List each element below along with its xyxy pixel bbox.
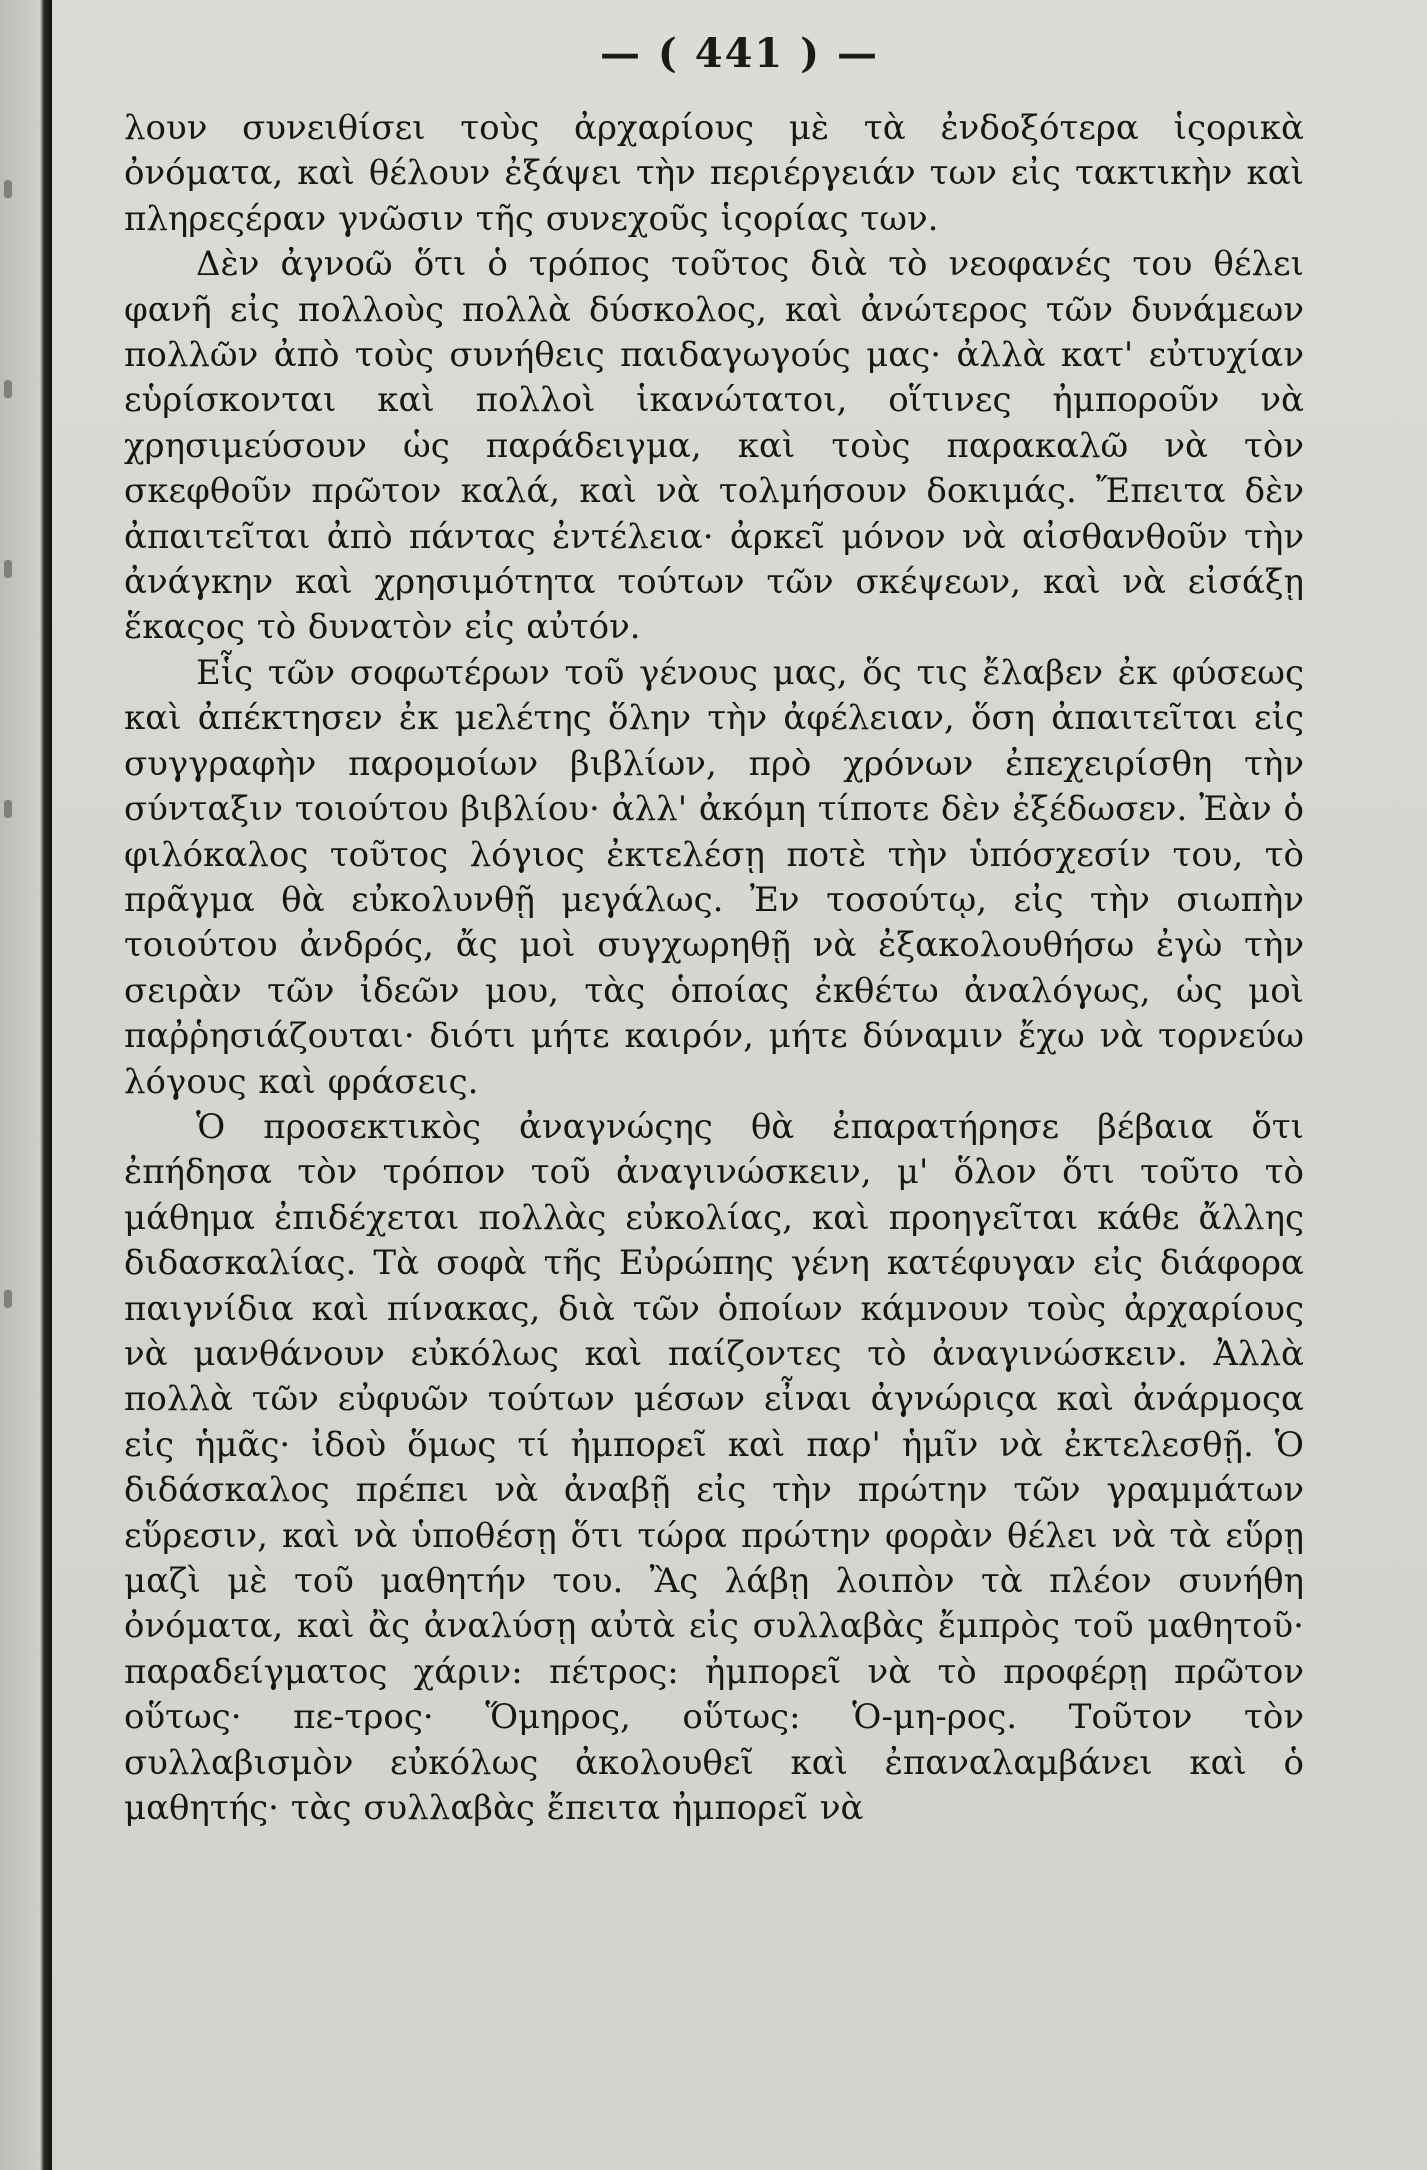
edge-mark — [4, 180, 12, 198]
page-body — [124, 106, 1304, 1831]
paragraph: Εἷς τῶν σοφωτέρων τοῦ γένους μας, ὅς τις ἔλαβεν ἐκ φύσεως καὶ ἀπέκτησεν ἐκ μελέτης ὅλην τὴν ἀφέλειαν, ὅση ἀπαιτεῖται εἰς συγγραφὴν παρομοίων βιβλίων, πρὸ χρόνων ἐπεχειρίσθη τὴν σύνταξιν τοιούτου βιβλίου· ἀλλ' ἀκόμη τίποτε δὲν ἐξέδωσεν. Ἐὰν ὁ φιλόκαλος τοῦτος λόγιος ἐκτελέσῃ ποτὲ τὴν ὑπόσχεσίν του, τὸ πρᾶγμα θὰ εὐκολυνθῇ μεγάλως. Ἐν τοσούτῳ, εἰς τὴν σιωπὴν τοιούτου ἀνδρός, ἄς μοὶ συγχωρηθῇ νὰ ἐξακολουθήσω ἐγὼ τὴν σειρὰν τῶν ἰδεῶν μου, τὰς ὁποίας ἐκθέτω ἀναλόγως, ὡς μοὶ παῤῥησιάζουται· διότι μήτε καιρόν, μήτε δύναμιν ἔχω νὰ τορνεύω λόγους καὶ φράσεις. — [124, 652, 1304, 1102]
edge-mark — [4, 380, 12, 398]
edge-mark — [4, 1290, 12, 1308]
paragraph: Δὲν ἀγνοῶ ὅτι ὁ τρόπος τοῦτος διὰ τὸ νεοφανές του θέλει φανῆ εἰς πολλοὺς πολλὰ δύσκολος, καὶ ἀνώτερος τῶν δυνάμεων πολλῶν ἀπὸ τοὺς συνήθεις παιδαγωγούς μας· ἀλλὰ κατ' εὐτυχίαν εὑρίσκονται καὶ πολλοὶ ἱκανώτατοι, οἵτινες ἠμποροῦν νὰ χρησιμεύσουν ὡς παράδειγμα, καὶ τοὺς παρακαλῶ νὰ τὸν σκεφθοῦν πρῶτον καλά, καὶ νὰ τολμήσουν δοκιμάς. Ἔπειτα δὲν ἀπαιτεῖται ἀπὸ πάντας ἐντέλεια· ἀρκεῖ μόνον νὰ αἰσθανθοῦν τὴν ἀνάγκην καὶ χρησιμότητα τούτων τῶν σκέψεων, καὶ νὰ εἰσάξῃ ἕκαςος τὸ δυνατὸν εἰς αὐτόν. — [124, 244, 1304, 648]
edge-mark — [4, 800, 12, 818]
edge-mark — [4, 560, 12, 578]
paragraph: λουν συνειθίσει τοὺς ἀρχαρίους μὲ τὰ ἐνδοξότερα ἱςορικὰ ὀνόματα, καὶ θέλουν ἐξάψει τὴν περιέργειάν των εἰς τακτικὴν καὶ πληρεςέραν γνῶσιν τῆς συνεχοῦς ἱςορίας των. — [124, 108, 1304, 239]
book-spine-edge — [0, 0, 52, 2170]
book-page — [52, 0, 1427, 2170]
page-number-header: — ( 441 ) — — [599, 30, 880, 77]
paragraph: Ὁ προσεκτικὸς ἀναγνώςης θὰ ἐπαρατήρησε βέβαια ὅτι ἐπήδησα τὸν τρόπον τοῦ ἀναγινώσκειν, μ' ὅλον ὅτι τοῦτο τὸ μάθημα ἐπιδέχεται πολλὰς εὐκολίας, καὶ προηγεῖται κάθε ἄλλης διδασκαλίας. Τὰ σοφὰ τῆς Εὐρώπης γένη κατέφυγαν εἰς διάφορα παιγνίδια καὶ πίνακας, διὰ τῶν ὁποίων κάμνουν τοὺς ἀρχαρίους νὰ μανθάνουν εὐκόλως καὶ παίζοντες τὸ ἀναγινώσκειν. Ἀλλὰ πολλὰ τῶν εὐφυῶν τούτων μέσων εἶναι ἀγνώριςα καὶ ἀνάρμοςα εἰς ἡμᾶς· ἰδοὺ ὅμως τί ἠμπορεῖ καὶ παρ' ἡμῖν νὰ ἐκτελεσθῇ. Ὁ διδάσκαλος πρέπει νὰ ἀναβῇ εἰς τὴν πρώτην τῶν γραμμάτων εὕρεσιν, καὶ νὰ ὑποθέσῃ ὅτι τώρα πρώτην φορὰν θέλει νὰ τὰ εὕρῃ μαζὶ μὲ τοῦ μαθητήν του. Ἂς λάβῃ λοιπὸν τὰ πλέον συνήθη ὀνόματα, καὶ ἂς ἀναλύσῃ αὐτὰ εἰς συλλαβὰς ἔμπρὸς τοῦ μαθητοῦ· παραδείγματος χάριν: πέτρος: ἠμπορεῖ νὰ τὸ προφέρῃ πρῶτον οὕτως· πε-τρος· Ὅμηρος, οὕτως: Ὁ-μη-ρος. Τοῦτον τὸν συλλαβισμὸν εὐκόλως ἀκολουθεῖ καὶ ἐπαναλαμβάνει καὶ ὁ μαθητής· τὰς συλλαβὰς ἔπειτα ἠμπορεῖ νὰ — [124, 1106, 1304, 1829]
